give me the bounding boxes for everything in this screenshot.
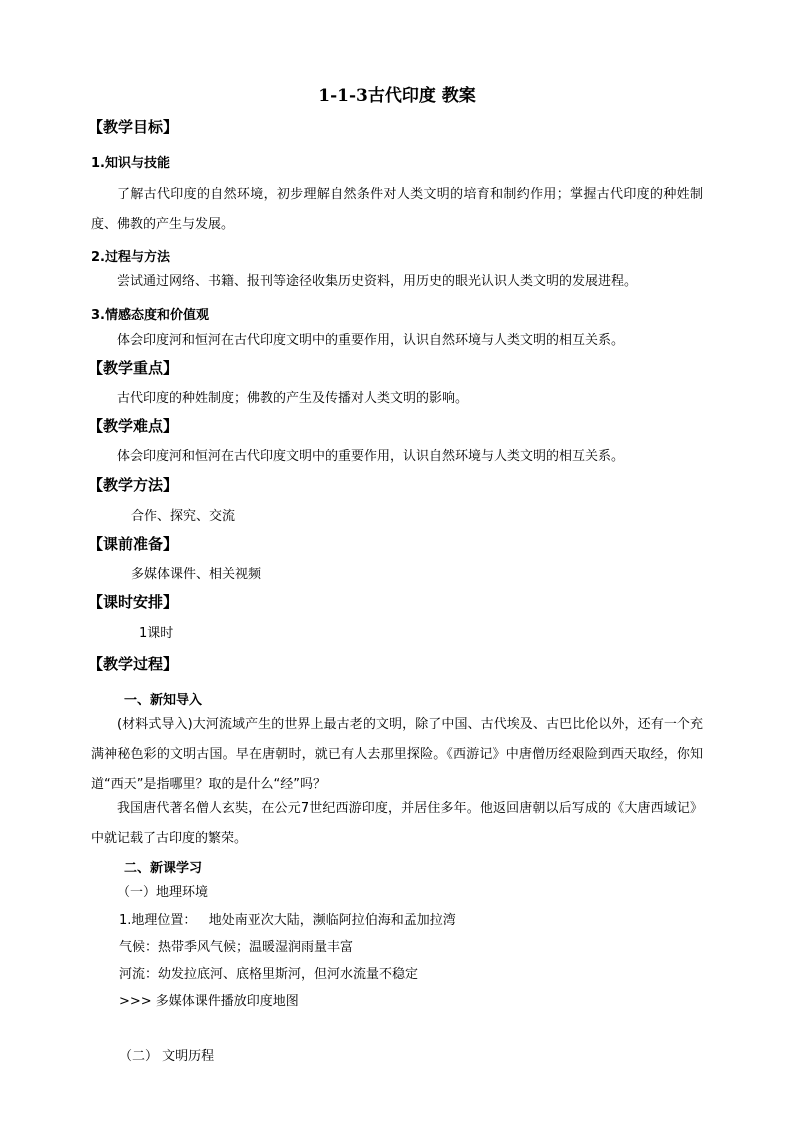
geo-media-note: >>> 多媒体课件播放印度地图 <box>119 994 299 1009</box>
preparation-heading: 【课前准备】 <box>88 535 179 553</box>
process-methods-title: 2.过程与方法 <box>91 250 170 265</box>
process-methods-text: 尝试通过网络、书籍、报刊等途径收集历史资料，用历史的眼光认识人类文明的发展进程。 <box>117 274 638 289</box>
methods-heading: 【教学方法】 <box>88 476 179 494</box>
geo-rivers-text: 河流：幼发拉底河、底格里斯河，但河水流量不稳定 <box>119 967 419 982</box>
knowledge-skills-title: 1.知识与技能 <box>91 156 170 171</box>
methods-text: 合作、探究、交流 <box>131 509 236 524</box>
intro-paragraph-1: (材料式导入)大河流域产生的世界上最古老的文明，除了中国、古代埃及、古巴比伦以外，还有一个充满神秘色彩的文明古国。早在唐朝时，就已有人去那里探险。《西游记》中唐僧历经艰险到西天取经，你知道“西天”是指哪里？取的是什么“经”吗？ <box>91 717 703 792</box>
difficulties-text: 体会印度河和恒河在古代印度文明中的重要作用，认识自然环境与人类文明的相互关系。 <box>117 449 625 464</box>
new-lesson-title: 二、新课学习 <box>124 861 203 876</box>
preparation-text: 多媒体课件、相关视频 <box>131 567 262 582</box>
objectives-heading: 【教学目标】 <box>88 118 179 136</box>
difficulties-heading: 【教学难点】 <box>88 417 179 435</box>
geography-title: （一）地理环境 <box>117 885 209 900</box>
key-points-text: 古代印度的种姓制度；佛教的产生及传播对人类文明的影响。 <box>117 391 469 406</box>
schedule-text: 1课时 <box>139 626 174 641</box>
intro-paragraph-2: 我国唐代著名僧人玄奘，在公元7世纪西游印度，并居住多年。他返回唐朝以后写成的《大唐西域记》中就记载了古印度的繁荣。 <box>91 801 703 846</box>
emotion-values-title: 3.情感态度和价值观 <box>91 308 209 323</box>
intro-title: 一、新知导入 <box>124 693 203 708</box>
emotion-values-text: 体会印度河和恒河在古代印度文明中的重要作用，认识自然环境与人类文明的相互关系。 <box>117 333 625 348</box>
key-points-heading: 【教学重点】 <box>88 359 179 377</box>
page-title: 1-1-3古代印度 教案 <box>318 86 476 106</box>
geo-climate-text: 气候：热带季风气候；温暖湿润雨量丰富 <box>119 940 354 955</box>
geo-location-text: 1.地理位置： 地处南亚次大陆，濒临阿拉伯海和孟加拉湾 <box>119 913 456 928</box>
knowledge-skills-text: 了解古代印度的自然环境，初步理解自然条件对人类文明的培育和制约作用；掌握古代印度的种姓制度、佛教的产生与发展。 <box>91 187 703 232</box>
history-title: （二） 文明历程 <box>119 1049 215 1064</box>
schedule-heading: 【课时安排】 <box>88 593 179 611</box>
process-heading: 【教学过程】 <box>88 655 179 673</box>
